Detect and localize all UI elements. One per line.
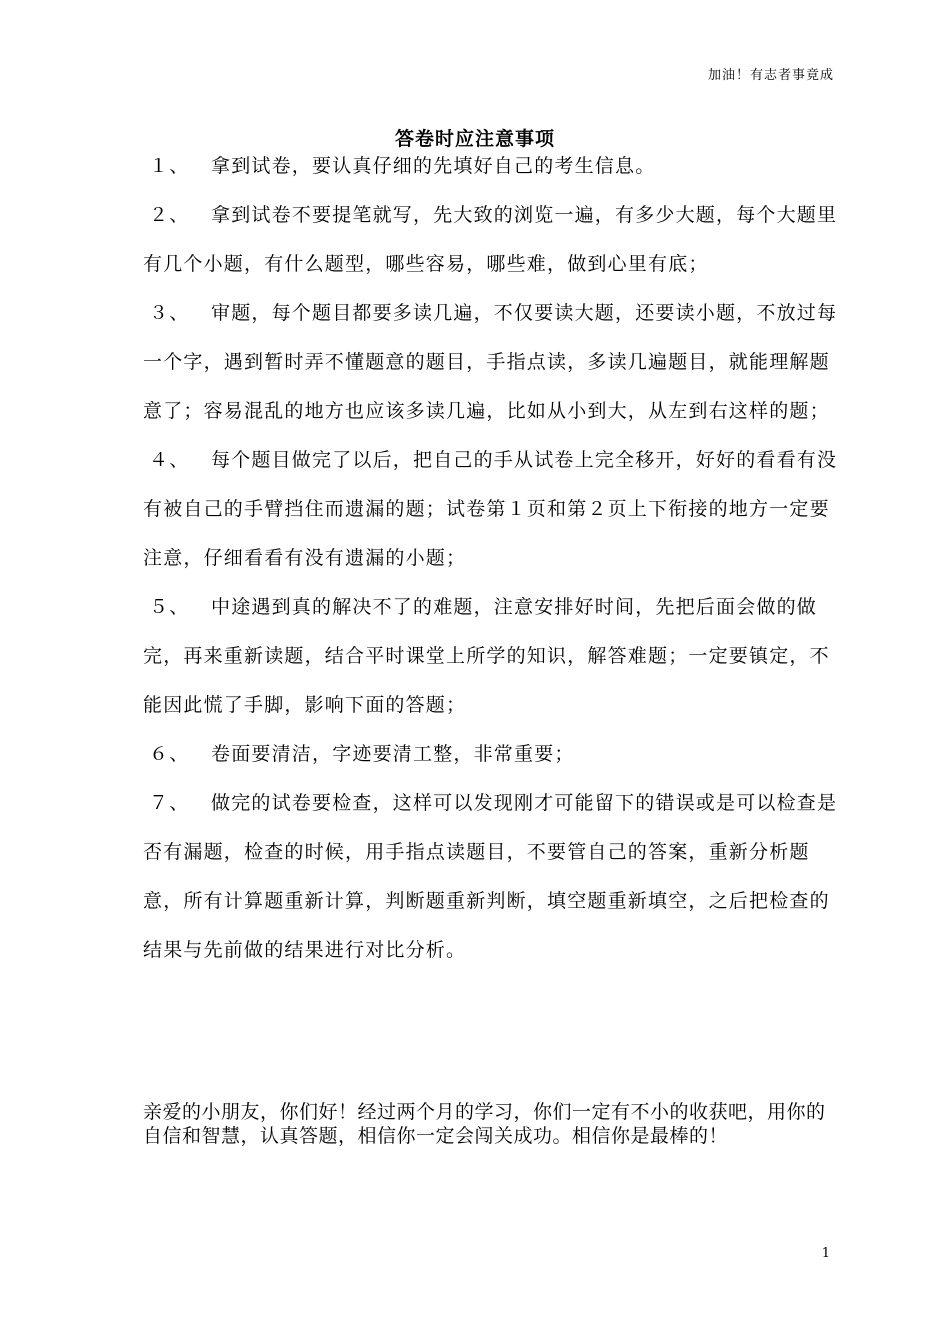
note-text: 审题，每个题目都要多读几遍，不仅要读大题，还要读小题，不放过每一个字，遇到暂时弄不懂题意的题目，手指点读，多读几遍题目，就能理解题意了；容易混乱的地方也应该多读几遍，比如从小到大，从左到右这样的题；	[143, 302, 838, 422]
note-text: 拿到试卷，要认真仔细的先填好自己的考生信息。	[211, 155, 656, 177]
note-text: 每个题目做完了以后，把自己的手从试卷上完全移开，好好的看看有没有被自己的手臂挡住而遗漏的题；试卷第１页和第２页上下衔接的地方一定要注意，仔细看看有没有遗漏的小题；	[143, 449, 838, 569]
note-number: ７、	[149, 792, 190, 814]
note-number: ５、	[149, 596, 190, 618]
note-number: ６、	[149, 743, 190, 765]
page-number: 1	[821, 1246, 830, 1261]
note-text: 拿到试卷不要提笔就写，先大致的浏览一遍，有多少大题，每个大题里有几个小题，有什么题型，哪些容易，哪些难，做到心里有底；	[143, 204, 838, 275]
note-item-5	[143, 583, 838, 730]
note-item-2	[143, 191, 838, 289]
note-item-1	[143, 142, 838, 191]
closing-message: 亲爱的小朋友，你们好！经过两个月的学习，你们一定有不小的收获吧，用你的自信和智慧，认真答题，相信你一定会闯关成功。相信你是最棒的！	[143, 1101, 826, 1147]
note-number: １、	[149, 155, 190, 177]
note-number: ２、	[149, 204, 190, 226]
note-number: ３、	[149, 302, 190, 324]
note-item-3	[143, 289, 838, 436]
note-text: 中途遇到真的解决不了的难题，注意安排好时间，先把后面会做的做完，再来重新读题，结合平时课堂上所学的知识，解答难题；一定要镇定，不能因此慌了手脚，影响下面的答题；	[143, 596, 830, 716]
note-item-4	[143, 436, 838, 583]
note-item-7	[143, 779, 838, 975]
header-motto: 加油！有志者事竟成	[707, 68, 834, 83]
document-title: 答卷时应注意事项	[394, 128, 555, 150]
note-text: 做完的试卷要检查，这样可以发现刚才可能留下的错误或是可以检查是否有漏题，检查的时候，用手指点读题目，不要管自己的答案，重新分析题意，所有计算题重新计算，判断题重新判断，填空题重新填空，之后把检查的结果与先前做的结果进行对比分析。	[143, 792, 838, 961]
note-text: 卷面要清洁，字迹要清工整，非常重要；	[211, 743, 575, 765]
note-number: ４、	[149, 449, 190, 471]
notes-list	[143, 142, 838, 975]
note-item-6	[143, 730, 838, 779]
